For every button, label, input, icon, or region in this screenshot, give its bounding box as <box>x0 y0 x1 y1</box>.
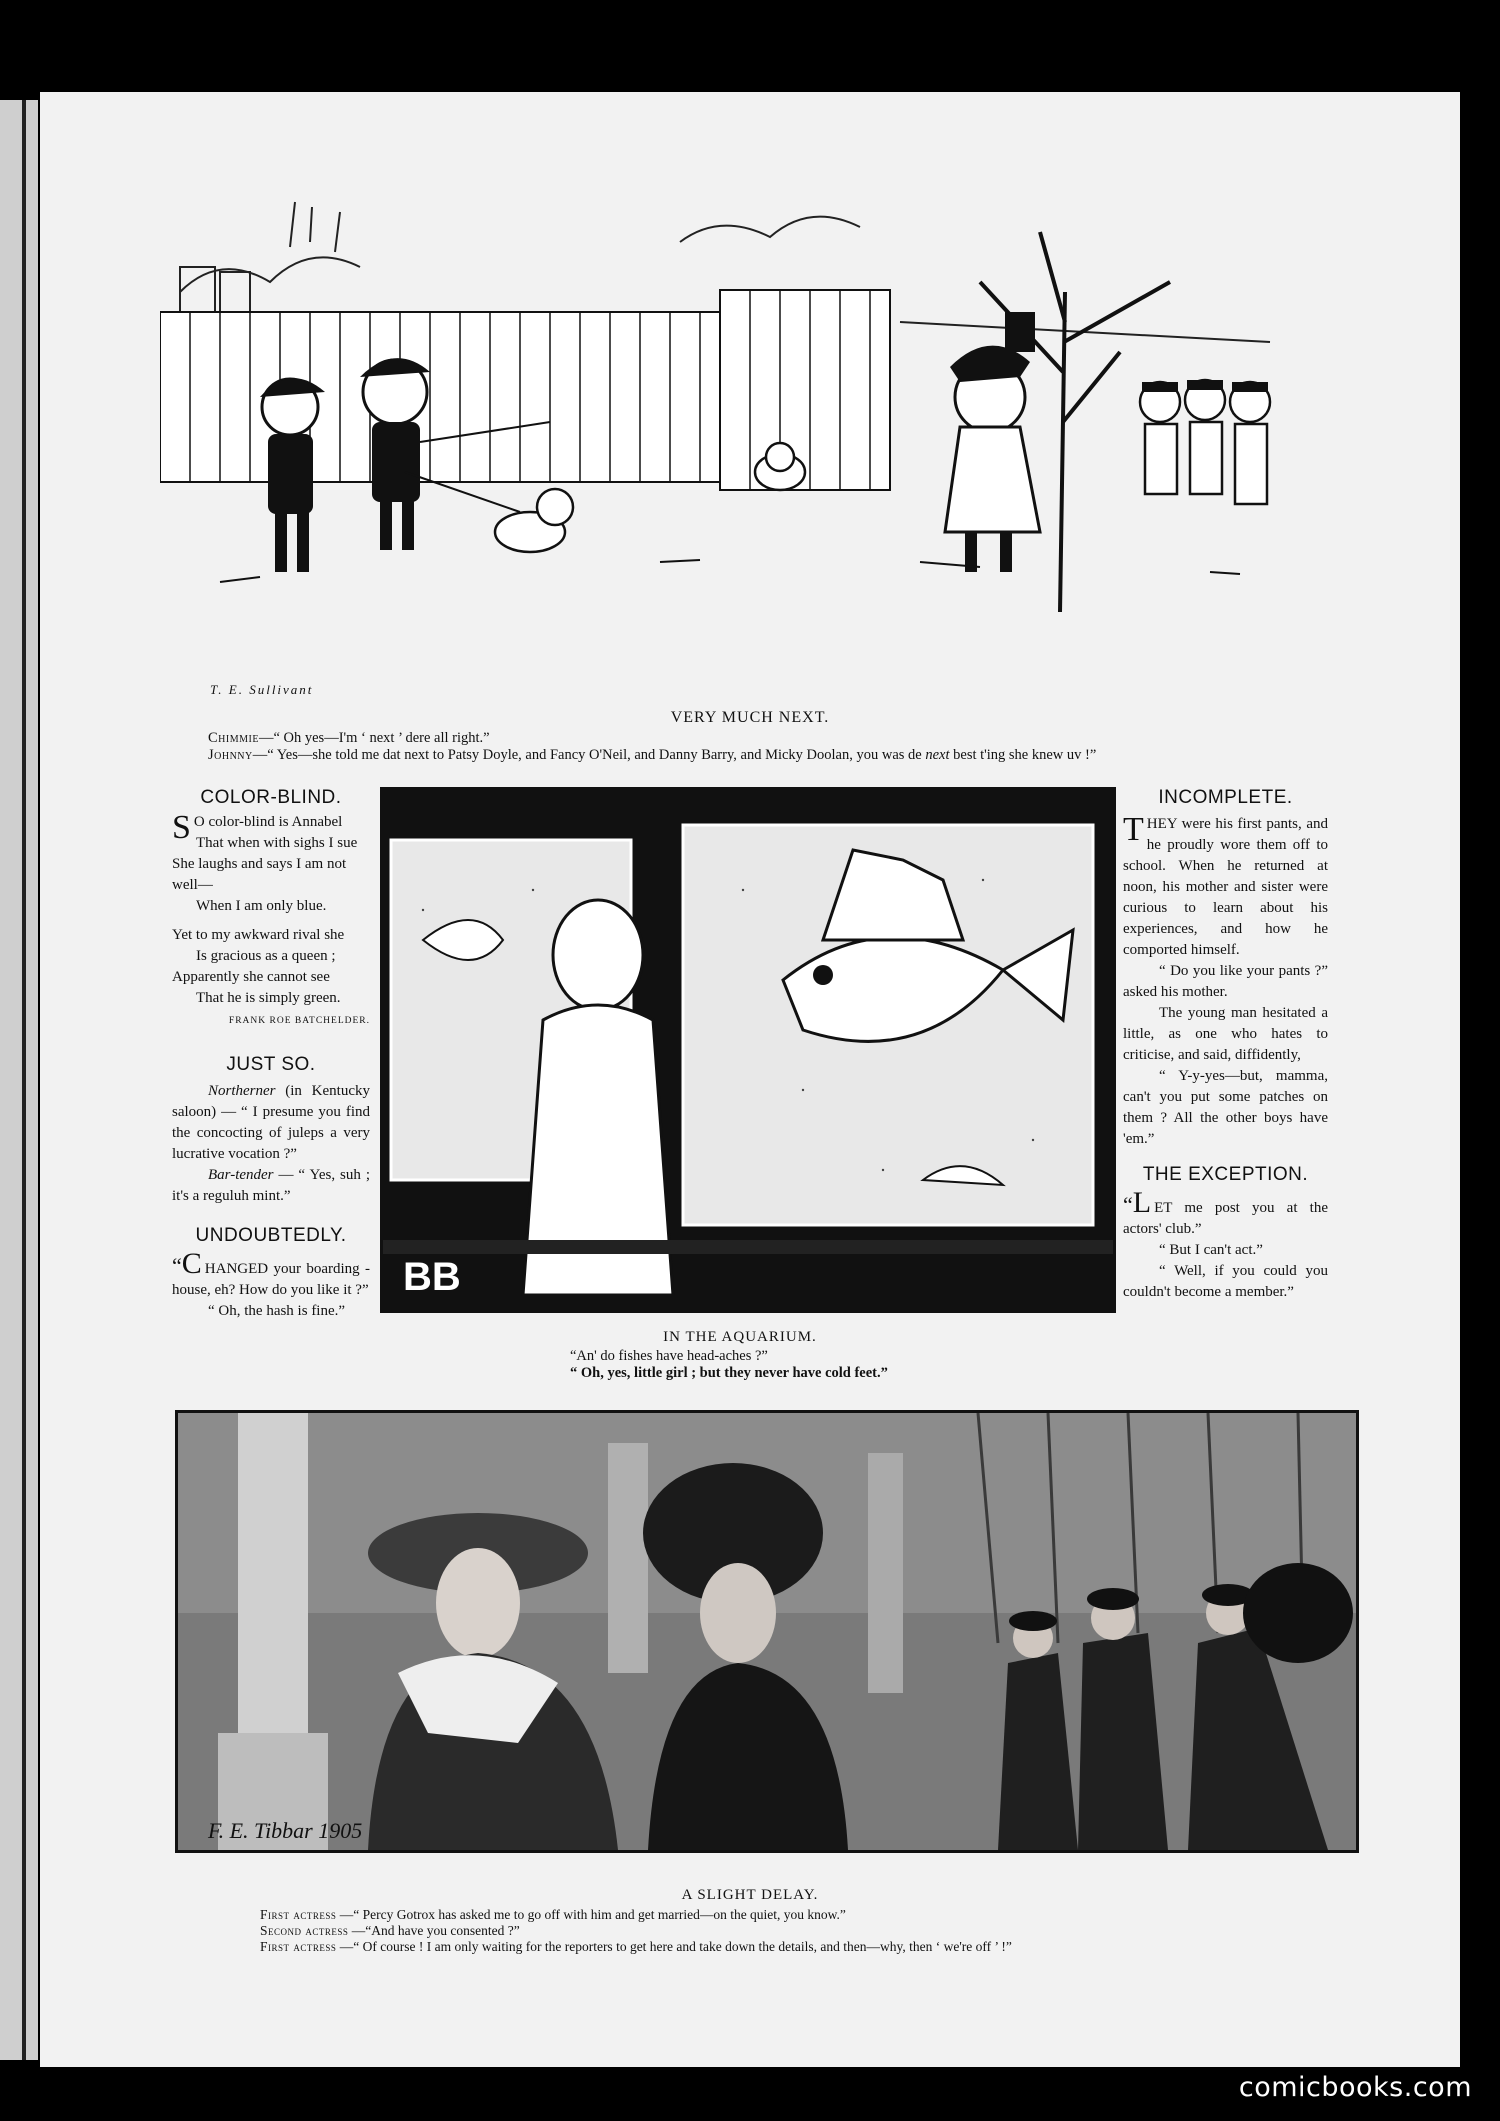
aquarium-illustration <box>380 787 1116 1313</box>
aquarium-line-2: “ Oh, yes, little girl ; but they never have cold feet.” <box>570 1365 888 1381</box>
incomplete-para-2: “ Do you like your pants ?” asked his mother. <box>1123 963 1328 1000</box>
incomplete-heading: INCOMPLETE. <box>1158 787 1293 808</box>
incomplete-para-1: THEY were his first pants, and he proudly wore them off to school. When he returned at noon, his mother and sister were curious to learn about his experiences, and how he comported himself. <box>1123 811 1328 958</box>
exception-last: “ Well, if you could you couldn't become a member.” <box>1123 1263 1328 1300</box>
slight-delay-title: A SLIGHT DELAY. <box>681 1887 819 1903</box>
aquarium-dialog <box>570 1348 1070 1382</box>
aquarium-title: IN THE AQUARIUM. <box>663 1329 817 1345</box>
slight-delay-illustration <box>175 1410 1359 1853</box>
color-blind-poem: S O color-blind is Annabel That when with sighs I sue She laughs and says I am not well— When I am only blue. Yet to my awkward rival she Is gracious as a queen ; Apparently she cannot see That he is simply green. <box>172 809 358 1006</box>
color-blind-heading: COLOR-BLIND. <box>200 787 342 808</box>
exception-heading: THE EXCEPTION. <box>1142 1164 1309 1185</box>
dialog-line-first-actress: First actress —“ Percy Gotrox has asked me to go off with him and get married—on the quiet, you know.” <box>260 1907 846 1922</box>
dialog-line-first-actress-2: First actress —“ Of course ! I am only waiting for the reporters to get here and take down the details, and then—why, then ‘ we're off ’ !” <box>260 1939 1012 1954</box>
magazine-page <box>40 92 1460 2067</box>
drop-cap-s: S <box>172 809 191 846</box>
dialog-line-johnny: Johnny—“ Yes—she told me dat next to Patsy Doyle, and Fancy O'Neil, and Danny Barry, and Micky Doolan, you was de next best t'ing she knew uv !” <box>208 747 1097 763</box>
painting-signature: F. E. Tibbar 1905 <box>208 1818 363 1843</box>
color-blind-byline: FRANK ROE BATCHELDER. <box>228 1016 370 1026</box>
slight-delay-dialog <box>260 1907 1380 1955</box>
just-so-text: Northerner (in Kentucky saloon) — “ I presume you find the concocting of juleps a very lucrative vocation ?” <box>172 1083 370 1162</box>
top-cartoon-title: VERY MUCH NEXT. <box>670 709 830 726</box>
site-watermark: comicbooks.com <box>1238 2072 1472 2103</box>
just-so-reply: Bar-tender — “ Yes, suh ; it's a reguluh mint.” <box>172 1167 370 1204</box>
dialog-line-chimmie: Chimmie—“ Oh yes—I'm ‘ next ’ dere all right.” <box>208 730 490 746</box>
undoubtedly-text: “C HANGED your boarding - house, eh? How do you like it ?” <box>172 1247 370 1298</box>
right-column <box>1123 787 1328 1303</box>
top-cartoon-illustration <box>160 172 1360 612</box>
incomplete-para-3: The young man hesitated a little, as one who hates to criticise, and said, diffidently, <box>1123 1005 1328 1063</box>
dialog-line-second-actress: Second actress —“And have you consented ?” <box>260 1923 520 1938</box>
top-cartoon-dialog <box>208 730 1358 764</box>
artist-monogram: BB <box>403 1255 461 1299</box>
exception-reply: “ But I can't act.” <box>1159 1242 1263 1258</box>
spine-edge <box>22 100 26 2060</box>
left-column <box>172 787 370 1322</box>
undoubtedly-heading: UNDOUBTEDLY. <box>195 1225 347 1246</box>
book-spine <box>0 100 38 2060</box>
top-cartoon-signature: T. E. Sullivant <box>210 682 314 697</box>
incomplete-para-4: “ Y-y-yes—but, mamma, can't you put some patches on them ? All the other boys have 'em.” <box>1123 1068 1328 1147</box>
exception-text: “L ET me post you at the actors' club.” <box>1123 1186 1328 1237</box>
just-so-heading: JUST SO. <box>226 1054 316 1075</box>
undoubtedly-reply: “ Oh, the hash is fine.” <box>208 1303 346 1319</box>
aquarium-line-1: “An' do fishes have head-aches ?” <box>570 1348 768 1364</box>
